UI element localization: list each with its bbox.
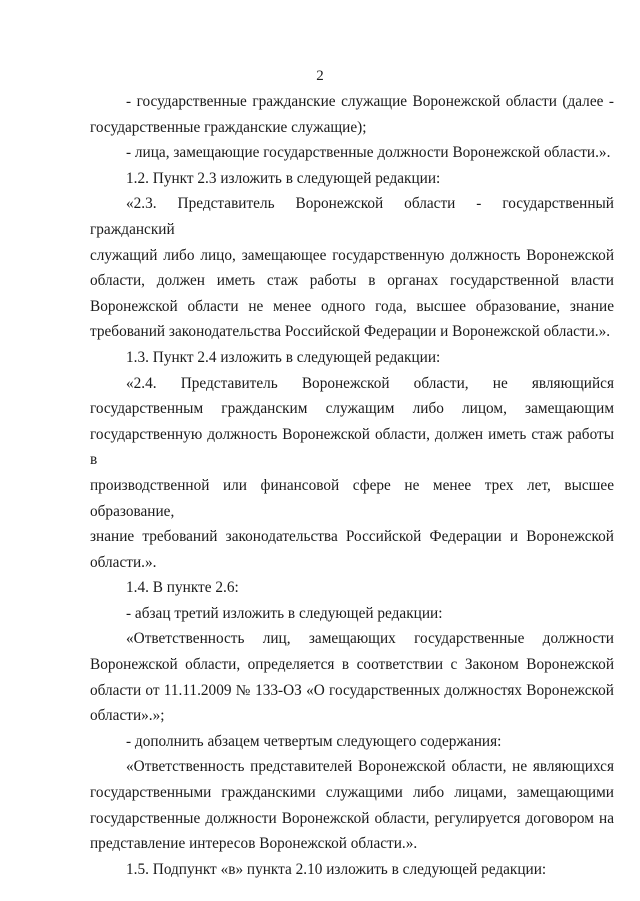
text-line: государственную должность Воронежской области, должен иметь стаж работы в [90,425,614,469]
paragraph [90,754,614,856]
text-line: 1.3. Пункт 2.4 изложить в следующей редакции: [126,348,441,366]
paragraph [90,729,614,755]
text-line: - государственные гражданские служащие Воронежской области (далее - [126,93,614,110]
text-line: 1.2. Пункт 2.3 изложить в следующей редакции: [126,169,441,187]
text-line: государственные гражданские служащие); [90,118,367,136]
document-body [90,89,614,882]
text-line: области, должен иметь стаж работы в органах государственной власти [90,272,614,290]
text-line: государственным гражданским служащим либо лицом, замещающим [90,400,614,418]
text-line: «2.4. Представитель Воронежской области, не являющийся [126,374,614,392]
text-line: служащий либо лицо, замещающее государственную должность Воронежской [90,246,614,264]
text-line: «2.3. Представитель Воронежской области - государственный гражданский [90,195,614,238]
paragraph [90,191,614,345]
paragraph [90,166,614,192]
text-line: представление интересов Воронежской области.». [90,835,418,853]
text-line: области.». [90,553,157,571]
paragraph [90,89,614,140]
paragraph [90,601,614,627]
text-line: области от 11.11.2009 № 133-ОЗ «О государственных должностях Воронежской [90,681,614,699]
text-line: - дополнить абзацем четвертым следующего содержания: [126,732,502,750]
text-line: «Ответственность представителей Воронежской области, не являющихся [126,758,614,776]
page-number: 2 [316,68,324,84]
text-line: - лица, замещающие государственные должности Воронежской области.». [126,144,611,162]
text-line: «Ответственность лиц, замещающих государственные должности [126,630,614,648]
paragraph [90,575,614,601]
text-line: - абзац третий изложить в следующей редакции: [126,604,443,622]
text-line: производственной или финансовой сфере не менее трех лет, высшее образование, [90,476,614,520]
paragraph [90,140,614,166]
paragraph [90,626,614,728]
text-line: 1.5. Подпункт «в» пункта 2.10 изложить в следующей редакции: [126,860,547,878]
text-line: государственные должности Воронежской области, регулируется договором на [90,809,614,827]
paragraph [90,371,614,576]
text-line: 1.4. В пункте 2.6: [126,579,239,597]
text-line: знание требований законодательства Российской Федерации и Воронежской [90,528,614,546]
text-line: требований законодательства Российской Федерации и Воронежской области.». [90,323,611,341]
paragraph [90,345,614,371]
paragraph [90,857,614,883]
text-line: государственными гражданскими служащими либо лицами, замещающими [90,784,614,802]
text-line: Воронежской области не менее одного года, высшее образование, знание [90,297,614,315]
text-line: области».»; [90,707,165,725]
text-line: Воронежской области, определяется в соответствии с Законом Воронежской [90,656,614,674]
